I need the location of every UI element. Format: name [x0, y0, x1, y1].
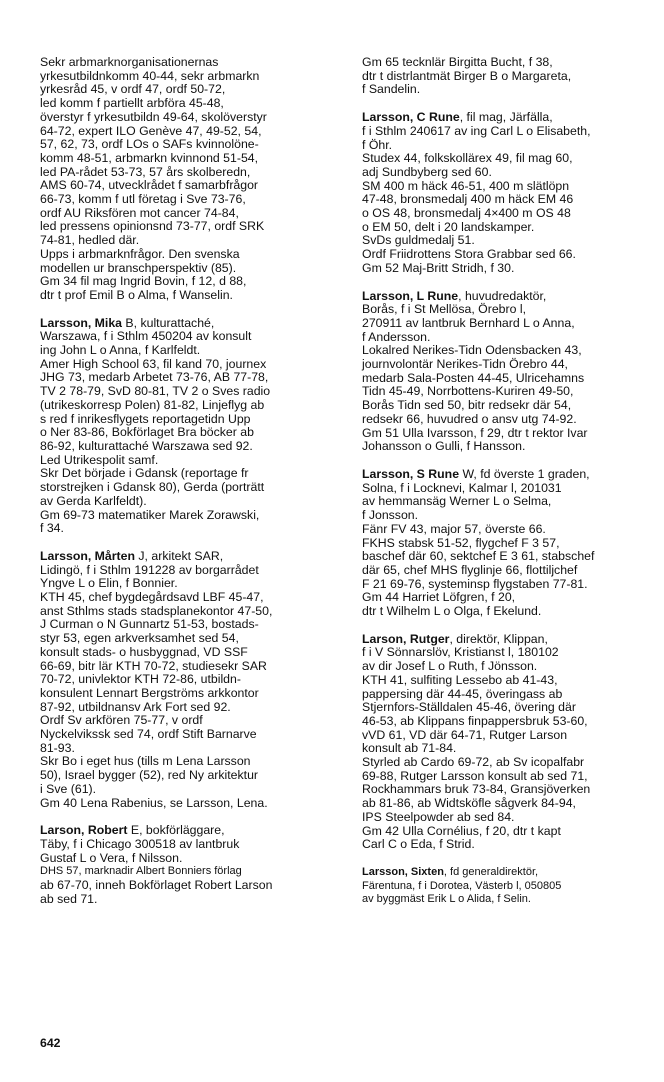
- entry-line: överstyr f yrkesutbildn 49-64, skolöverstyr: [40, 109, 267, 124]
- entry-name: Larsson, Mika: [40, 315, 123, 330]
- entry-line: journvolontär Nerikes-Tidn Örebro 44,: [362, 357, 568, 372]
- entry-line: IPS Steelpowder ab sed 84.: [362, 809, 515, 824]
- entry-line: 46-53, ab Klippans finpappersbruk 53-60,: [362, 713, 588, 728]
- page-number: 642: [40, 1036, 61, 1050]
- entry-line: baschef där 60, sektchef E 3 61, stabschef: [362, 549, 595, 564]
- entry-line: 66-69, bitr lär KTH 70-72, studiesekr SAR: [40, 658, 267, 673]
- entry-line: o Ner 83-86, Bokförlaget Bra böcker ab: [40, 425, 254, 440]
- entry-line: ing John L o Anna, f Karlfeldt.: [40, 343, 201, 358]
- entry-line: Amer High School 63, fil kand 70, journex: [40, 356, 267, 371]
- entry-line: konsult ab 71-84.: [362, 741, 457, 756]
- entry-text: B, kulturattaché,: [122, 315, 215, 330]
- entry-line: dtr t prof Emil B o Alma, f Wanselin.: [40, 287, 233, 302]
- entry-line: Täby, f i Chicago 300518 av lantbruk: [40, 836, 240, 851]
- entry-line: Gm 44 Harriet Löfgren, f 20,: [362, 590, 516, 605]
- entry-line: 69-88, Rutger Larsson konsult ab sed 71,: [362, 768, 588, 783]
- entry-line: 66-73, komm f utl företag i Sve 73-76,: [40, 192, 246, 207]
- biography-entry: [362, 290, 658, 454]
- entry-line: 70-72, univlektor KTH 72-86, utbildn-: [40, 672, 241, 687]
- entry-line: Lidingö, f i Sthlm 191228 av borgarrådet: [40, 562, 259, 577]
- biography-entry: [362, 111, 658, 275]
- entry-line: Skr Bo i eget hus (tills m Lena Larsson: [40, 754, 251, 769]
- entry-name: Larsson, Sixten: [362, 865, 444, 878]
- biography-entry: [40, 550, 335, 810]
- entry-line: yrkesutbildnkomm 40-44, sekr arbmarkn: [40, 68, 260, 83]
- entry-line: Färentuna, f i Dorotea, Västerb l, 050805: [362, 879, 562, 892]
- entry-line: [362, 111, 658, 125]
- entry-line: [362, 866, 658, 880]
- entry-line: o EM 50, delt i 20 landskamper.: [362, 219, 535, 234]
- entry-line: 50), Israel bygger (52), red Ny arkitektur: [40, 768, 259, 783]
- entry-line: pappersing där 44-45, överingass ab: [362, 686, 563, 701]
- entry-line: Gm 51 Ulla Ivarsson, f 29, dtr t rektor Ivar: [362, 425, 588, 440]
- entry-line: Styrled ab Cardo 69-72, ab Sv icopalfabr: [362, 755, 585, 770]
- biography-entry: [40, 824, 335, 906]
- entry-line: f 34.: [40, 521, 64, 536]
- entry-line: ab sed 71.: [40, 891, 98, 906]
- entry-line: 64-72, expert ILO Genève 47, 49-52, 54,: [40, 123, 262, 138]
- entry-line: Carl C o Eda, f Strid.: [362, 837, 475, 852]
- entry-line: av Gerda Karlfeldt).: [40, 493, 147, 508]
- entry-line: Stjernfors-Ställdalen 45-46, övering där: [362, 700, 576, 715]
- entry-line: styr 53, egen arkverksamhet sed 54,: [40, 631, 239, 646]
- entry-line: [40, 317, 335, 331]
- entry-line: storstrejken i Gdansk 80), Gerda (porträtt: [40, 480, 265, 495]
- entry-line: anst Sthlms stads stadsplanekontor 47-50,: [40, 603, 273, 618]
- entry-line: f Sandelin.: [362, 82, 421, 97]
- entry-line: led komm f partiellt arbföra 45-48,: [40, 96, 224, 111]
- entry-line: Johansson o Gulli, f Hansson.: [362, 439, 526, 454]
- entry-line: 47-48, bronsmedalj 400 m häck EM 46: [362, 192, 574, 207]
- entry-line: 86-92, kulturattaché Warszawa sed 92.: [40, 438, 253, 453]
- entry-line: o OS 48, bronsmedalj 4×400 m OS 48: [362, 206, 571, 221]
- entry-line: Gm 65 tecknlär Birgitta Bucht, f 38,: [362, 55, 553, 69]
- entry-line: [40, 824, 335, 838]
- continued-entry: [40, 56, 335, 303]
- entry-line: KTH 45, chef bygdegårdsavd LBF 45-47,: [40, 590, 264, 605]
- entry-line: Gm 52 Maj-Britt Stridh, f 30.: [362, 260, 515, 275]
- entry-line: 87-92, utbildnansv Ark Fort sed 92.: [40, 699, 231, 714]
- entry-line: Borås Tidn sed 50, bitr redsekr där 54,: [362, 398, 572, 413]
- entry-line: f Andersson.: [362, 329, 431, 344]
- entry-line: konsulent Lennart Bergströms arkkontor: [40, 685, 259, 700]
- entry-text: , direktör, Klippan,: [449, 631, 548, 646]
- entry-line: medarb Sala-Posten 44-45, Ulricehamns: [362, 370, 585, 385]
- entry-line: Nyckelvikssk sed 74, ordf Stift Barnarve: [40, 727, 257, 742]
- entry-line: JHG 73, medarb Arbetet 73-76, AB 77-78,: [40, 370, 269, 385]
- biography-entry: [362, 633, 658, 852]
- entry-line: ordf AU Riksfören mot cancer 74-84,: [40, 205, 239, 220]
- entry-line: F 21 69-76, systeminsp flygstaben 77-81.: [362, 576, 588, 591]
- entry-line: modellen ur branschperspektiv (85).: [40, 260, 237, 275]
- entry-line: Sekr arbmarknorganisationernas: [40, 55, 219, 69]
- entry-name: Larsson, L Rune: [362, 288, 459, 303]
- entry-line: vVD 61, VD där 64-71, Rutger Larson: [362, 727, 568, 742]
- entry-line: komm 48-51, arbmarkn kvinnond 51-54,: [40, 150, 259, 165]
- continued-entry: [362, 56, 658, 97]
- entry-line: Skr Det började i Gdansk (reportage fr: [40, 466, 249, 481]
- entry-line: s red f inrikesflygets reportagetidn Upp: [40, 411, 251, 426]
- entry-line: Lokalred Nerikes-Tidn Odensbacken 43,: [362, 343, 582, 358]
- entry-line: [362, 290, 658, 304]
- entry-line: Fänr FV 43, major 57, överste 66.: [362, 521, 546, 536]
- entry-name: Larson, Rutger: [362, 631, 450, 646]
- entry-text: W, fd överste 1 graden,: [459, 466, 590, 481]
- entry-line: DHS 57, marknadir Albert Bonniers förlag: [40, 865, 242, 878]
- entry-line: (utrikeskorresp Polen) 81-82, Linjeflyg ab: [40, 397, 265, 412]
- entry-line: f i V Sönnarslöv, Kristianst l, 180102: [362, 645, 559, 660]
- entry-line: led PA-rådet 53-73, 57 års skolberedn,: [40, 164, 251, 179]
- entry-line: SvDs guldmedalj 51.: [362, 233, 475, 248]
- entry-line: Gustaf L o Vera, f Nilsson.: [40, 850, 183, 865]
- entry-line: Solna, f i Locknevi, Kalmar l, 201031: [362, 480, 562, 495]
- entry-line: Warszawa, f i Sthlm 450204 av konsult: [40, 329, 252, 344]
- entry-line: f Öhr.: [362, 137, 393, 152]
- entry-line: SM 400 m häck 46-51, 400 m slätlöpn: [362, 178, 570, 193]
- entry-line: dtr t Wilhelm L o Olga, f Ekelund.: [362, 604, 542, 619]
- entry-line: 81-93.: [40, 740, 75, 755]
- entry-line: Gm 40 Lena Rabenius, se Larsson, Lena.: [40, 795, 268, 810]
- entry-text: , fd generaldirektör,: [443, 865, 539, 878]
- biography-entry: [362, 468, 658, 619]
- entry-line: Gm 34 fil mag Ingrid Bovin, f 12, d 88,: [40, 274, 247, 289]
- entry-line: där 65, chef MHS flyglinje 66, flottiljchef: [362, 562, 578, 577]
- entry-name: Larsson, S Rune: [362, 466, 460, 481]
- entry-line: TV 2 78-79, SvD 80-81, TV 2 o Sves radio: [40, 384, 271, 399]
- entry-line: 74-81, hedled där.: [40, 233, 140, 248]
- entry-text: , fil mag, Järfälla,: [459, 110, 553, 125]
- entry-line: Rockhammars bruk 73-84, Gransjöverken: [362, 782, 591, 797]
- entry-line: KTH 41, sulfiting Lessebo ab 41-43,: [362, 672, 558, 687]
- biography-entry: [362, 866, 658, 907]
- entry-line: Borås, f i St Mellösa, Örebro l,: [362, 302, 527, 317]
- entry-line: 270911 av lantbruk Bernhard L o Anna,: [362, 315, 575, 330]
- entry-name: Larsson, Mårten: [40, 548, 135, 563]
- entry-line: av dir Josef L o Ruth, f Jönsson.: [362, 659, 538, 674]
- biography-entry: [40, 317, 335, 536]
- entry-line: yrkesråd 45, v ordf 47, ordf 50-72,: [40, 82, 226, 97]
- entry-text: E, bokförläggare,: [127, 823, 225, 838]
- entry-line: Gm 42 Ulla Cornélius, f 20, dtr t kapt: [362, 823, 561, 838]
- entry-line: Tidn 45-49, Norrbottens-Kuriren 49-50,: [362, 384, 574, 399]
- entry-line: av hemmansäg Werner L o Selma,: [362, 494, 552, 509]
- entry-line: Led Utrikespolit samf.: [40, 452, 159, 467]
- entry-line: redsekr 66, huvudred o ansv utg 74-92.: [362, 411, 577, 426]
- entry-line: f i Sthlm 240617 av ing Carl L o Elisabeth,: [362, 123, 591, 138]
- entry-line: Ordf Friidrottens Stora Grabbar sed 66.: [362, 247, 576, 262]
- entry-line: i Sve (61).: [40, 781, 97, 796]
- entry-text: , huvudredaktör,: [458, 288, 547, 303]
- right-column: [362, 56, 658, 921]
- entry-line: konsult stads- o husbyggnad, VD SSF: [40, 644, 248, 659]
- entry-line: ab 81-86, ab Widtsköfle sågverk 84-94,: [362, 796, 576, 811]
- entry-name: Larson, Robert: [40, 823, 128, 838]
- entry-line: Yngve L o Elin, f Bonnier.: [40, 576, 178, 591]
- entry-line: f Jonsson.: [362, 508, 419, 523]
- entry-line: [362, 633, 658, 647]
- entry-line: AMS 60-74, utvecklrådet f samarbfrågor: [40, 178, 259, 193]
- entry-line: av byggmäst Erik L o Alida, f Selin.: [362, 893, 531, 906]
- entry-line: adj Sundbyberg sed 60.: [362, 164, 492, 179]
- entry-line: [362, 468, 658, 482]
- entry-line: ab 67-70, inneh Bokförlaget Robert Larson: [40, 878, 273, 893]
- entry-line: Ordf Sv arkfören 75-77, v ordf: [40, 713, 203, 728]
- entry-line: FKHS stabsk 51-52, flygchef F 3 57,: [362, 535, 560, 550]
- entry-line: Studex 44, folkskollärex 49, fil mag 60,: [362, 151, 573, 166]
- left-column: [40, 56, 335, 920]
- entry-line: Gm 69-73 matematiker Marek Zorawski,: [40, 507, 260, 522]
- entry-line: Upps i arbmarknfrågor. Den svenska: [40, 246, 240, 261]
- entry-line: [40, 550, 335, 564]
- entry-line: led pressens opinionsnd 73-77, ordf SRK: [40, 219, 265, 234]
- entry-line: 57, 62, 73, ordf LOs o SAFs kvinnolöne-: [40, 137, 259, 152]
- entry-line: dtr t distrlantmät Birger B o Margareta,: [362, 68, 572, 83]
- entry-line: J Curman o N Gunnartz 51-53, bostads-: [40, 617, 259, 632]
- entry-text: J, arkitekt SAR,: [134, 548, 224, 563]
- entry-name: Larsson, C Rune: [362, 110, 460, 125]
